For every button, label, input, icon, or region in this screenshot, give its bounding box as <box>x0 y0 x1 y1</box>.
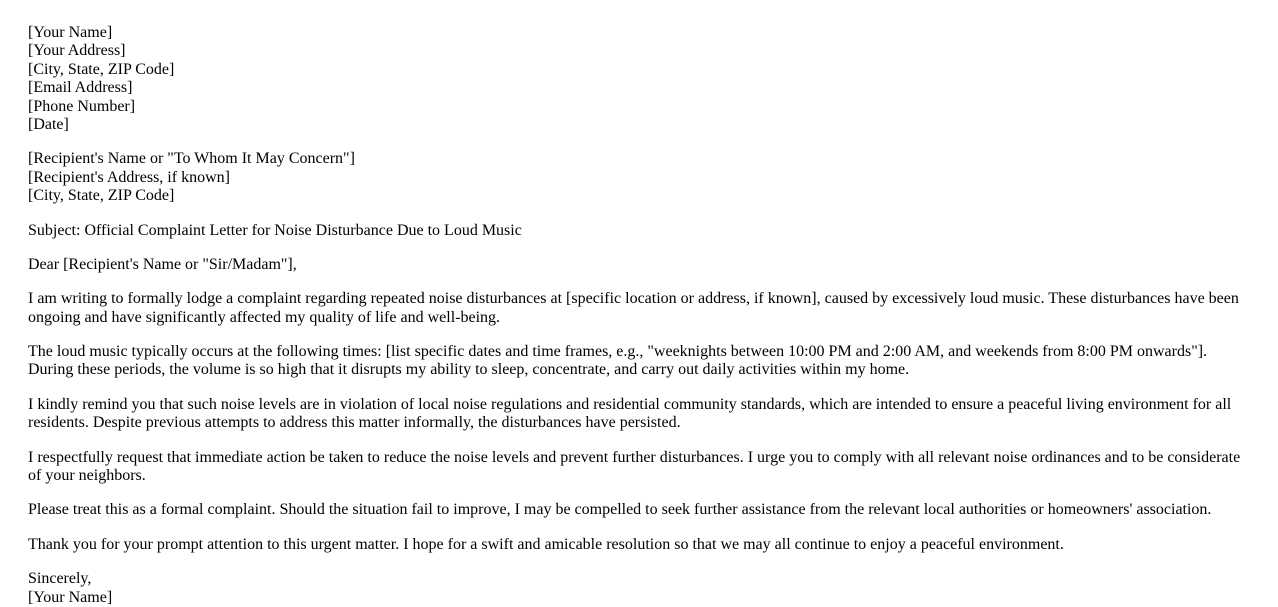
sender-address-line: [Your Address] <box>28 42 126 60</box>
closing-signature-line: [Your Name] <box>28 588 113 606</box>
salutation: Dear [Recipient's Name or "Sir/Madam"], <box>28 255 297 273</box>
body-paragraph-3: I kindly remind you that such noise levels are in violation of local noise regulations and residential community standards, which are intended to ensure a peaceful living environment for all residents. Despite previous attempts to address this matter informally, the disturbances have persisted. <box>28 395 1232 432</box>
letter-document <box>28 24 1244 607</box>
body-paragraph-6: Thank you for your prompt attention to this urgent matter. I hope for a swift and amicable resolution so that we may all continue to enjoy a peaceful environment. <box>28 535 1064 553</box>
sender-city-line: [City, State, ZIP Code] <box>28 60 175 78</box>
recipient-block <box>28 150 1244 205</box>
sender-block <box>28 24 1244 134</box>
sender-phone-line: [Phone Number] <box>28 97 136 115</box>
sender-date-line: [Date] <box>28 115 69 133</box>
sender-name-line: [Your Name] <box>28 24 113 41</box>
body-paragraph-5: Please treat this as a formal complaint. Should the situation fail to improve, I may be compelled to seek further assistance from the relevant local authorities or homeowners' association. <box>28 501 1212 519</box>
body-paragraph-1: I am writing to formally lodge a complaint regarding repeated noise disturbances at [specific location or address, if known], caused by excessively loud music. These disturbances have been ongoing and have significantly affected my quality of life and well-being. <box>28 290 1239 326</box>
body-paragraph-2: The loud music typically occurs at the following times: [list specific dates and time frames, e.g., "weeknights between 10:00 PM and 2:00 AM, and weekends from 8:00 PM onwards"]. During these periods, the volume is so high that it disrupts my ability to sleep, concentrate, and carry out daily activities within my home. <box>28 343 1208 379</box>
recipient-address-line: [Recipient's Address, if known] <box>28 168 230 186</box>
subject-line: Subject: Official Complaint Letter for Noise Disturbance Due to Loud Music <box>28 221 522 239</box>
recipient-city-line: [City, State, ZIP Code] <box>28 187 175 205</box>
body-paragraph-4: I respectfully request that immediate action be taken to reduce the noise levels and prevent further disturbances. I urge you to comply with all relevant noise ordinances and to be considerate of your neighbors. <box>28 448 1241 485</box>
closing-block <box>28 570 1244 607</box>
closing-sincerely-line: Sincerely, <box>28 570 92 588</box>
recipient-name-line: [Recipient's Name or "To Whom It May Concern"] <box>28 150 355 168</box>
sender-email-line: [Email Address] <box>28 79 133 97</box>
